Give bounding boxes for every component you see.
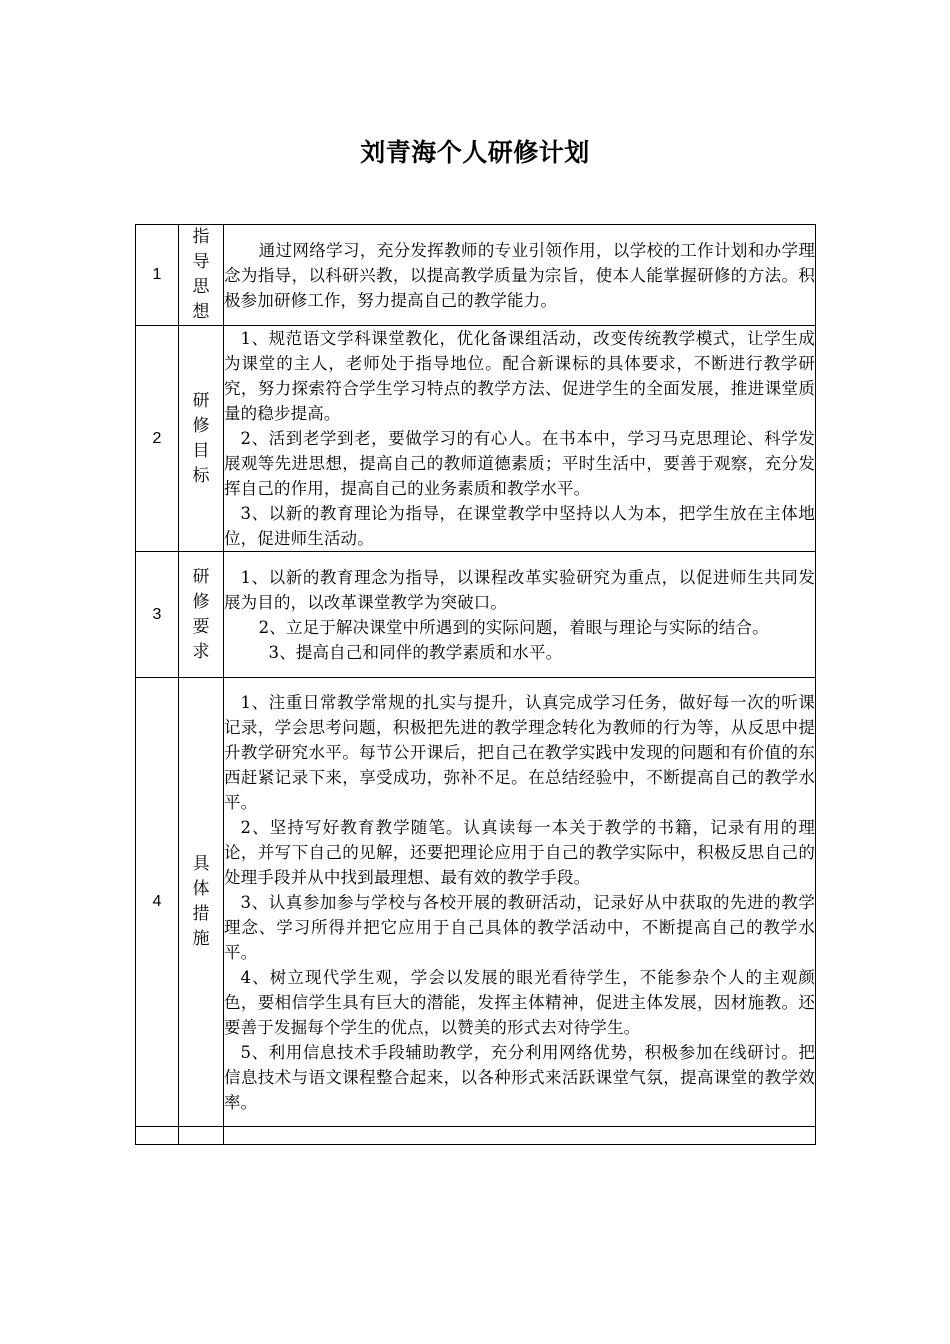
paragraph: 2、活到老学到老，要做学习的有心人。在书本中，学习马克思理论、科学发展观等先进思想，提高自己的教师道德素质；平时生活中，要善于观察，充分发挥自己的作用，提高自己的业务素质和教学水平。 (224, 429, 815, 498)
heading-char: 标 (192, 465, 210, 486)
table-row (136, 678, 816, 1127)
table-row (136, 225, 816, 326)
row-heading (179, 552, 224, 678)
heading-char: 研 (192, 566, 210, 587)
heading-char: 体 (192, 879, 210, 899)
row-number: 4 (136, 678, 179, 1127)
paragraph: 2、坚持写好教育教学随笔。认真读每一本关于教学的书籍，记录有用的理论，并写下自己的见解，还要把理论应用于自己的教学实际中，积极反思自己的处理手段并从中找到最理想、最有效的教学手段。 (224, 817, 815, 887)
heading-char: 思 (192, 277, 210, 297)
heading-char: 目 (192, 440, 210, 461)
table-row (136, 552, 816, 678)
empty-cell (224, 1127, 816, 1145)
row-number: 3 (136, 552, 179, 678)
table-row (136, 326, 816, 552)
paragraph: 2、立足于解决课堂中所遇到的实际问题，着眼与理论与实际的结合。 (258, 617, 769, 637)
heading-char: 指 (192, 227, 210, 247)
paragraph: 3、提高自己和同伴的教学素质和水平。 (268, 642, 563, 662)
row-heading (179, 326, 224, 552)
paragraph: 1、规范语文学科课堂教化，优化备课组活动，改变传统教学模式，让学生成为课堂的主人，老师处于指导地位。配合新课标的具体要求，不断进行教学研究，努力探索符合学生学习特点的教学方法、促进学生的全面发展，推进课堂质量的稳步提高。 (224, 329, 815, 423)
heading-char: 施 (192, 929, 210, 949)
heading-char: 想 (192, 302, 210, 322)
heading-char: 导 (192, 252, 210, 272)
heading-char: 措 (192, 904, 210, 924)
heading-char: 研 (192, 390, 210, 411)
paragraph: 5、利用信息技术手段辅助教学，充分利用网络优势，积极参加在线研讨。把信息技术与语文课程整合起来，以各种形式来活跃课堂气氛，提高课堂的教学效率。 (224, 1042, 815, 1112)
row-number: 1 (136, 225, 179, 326)
paragraph: 通过网络学习，充分发挥教师的专业引领作用，以学校的工作计划和办学理念为指导，以科研兴教，以提高教学质量为宗旨，使本人能掌握研修的方法。积极参加研修工作，努力提高自己的教学能力。 (224, 240, 815, 310)
table-row-empty (136, 1127, 816, 1145)
plan-table (135, 224, 816, 1145)
empty-cell (179, 1127, 224, 1145)
heading-char: 修 (192, 415, 210, 436)
paragraph: 3、以新的教育理论为指导，在课堂教学中坚持以人为本，把学生放在主体地位，促进师生活动。 (224, 504, 815, 548)
paragraph: 4、树立现代学生观，学会以发展的眼光看待学生，不能参杂个人的主观颜色，要相信学生具有巨大的潜能，发挥主体精神，促进主体发展，因材施教。还要善于发掘每个学生的优点，以赞美的形式去对待学生。 (224, 967, 815, 1037)
row-heading (179, 225, 224, 326)
heading-char: 修 (192, 591, 210, 612)
row-number: 2 (136, 326, 179, 552)
empty-cell (136, 1127, 179, 1145)
row-content (224, 225, 816, 326)
heading-char: 要 (192, 616, 210, 637)
paragraph: 3、认真参加参与学校与各校开展的教研活动，记录好从中获取的先进的教学理念、学习所得并把它应用于自己具体的教学活动中，不断提高自己的教学水平。 (224, 892, 815, 962)
row-heading (179, 678, 224, 1127)
row-content (224, 326, 816, 552)
paragraph: 1、以新的教育理念为指导，以课程改革实验研究为重点，以促进师生共同发展为目的，以改革课堂教学为突破口。 (224, 567, 815, 612)
row-content (224, 678, 816, 1127)
document-title: 刘青海个人研修计划 (360, 138, 590, 167)
row-content (224, 552, 816, 678)
heading-char: 求 (192, 641, 210, 662)
paragraph: 1、注重日常教学常规的扎实与提升，认真完成学习任务，做好每一次的听课记录，学会思考问题，积极把先进的教学理念转化为教师的行为等，从反思中提升教学研究水平。每节公开课后，把自己在教学实践中发现的问题和有价值的东西赶紧记录下来，享受成功，弥补不足。在总结经验中，不断提高自己的教学水平。 (224, 692, 815, 812)
heading-char: 具 (192, 854, 210, 874)
